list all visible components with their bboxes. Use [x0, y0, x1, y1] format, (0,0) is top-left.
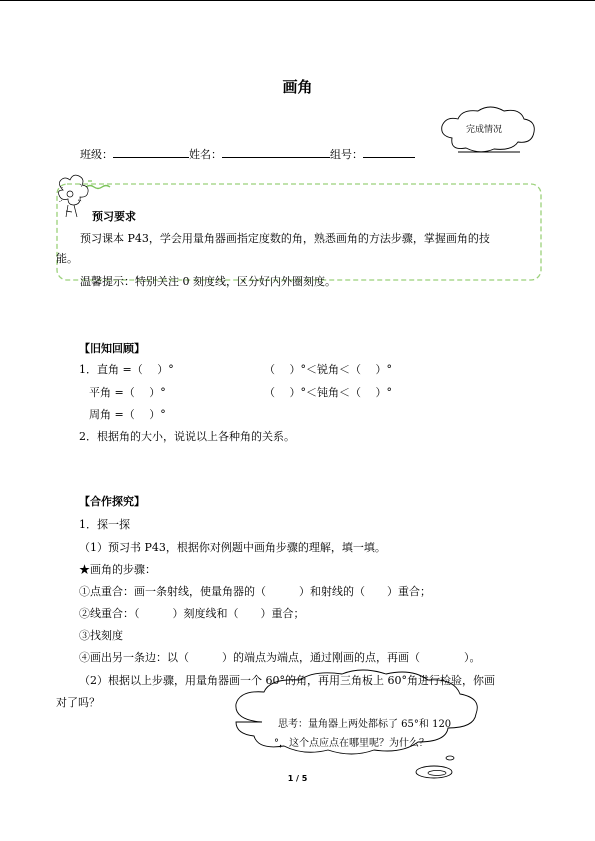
step-4: ④画出另一条边：以（ ）的端点为端点，通过刚画的点，再画（ ）。: [79, 651, 481, 664]
explore-sub-2-line1: （2）根据以上步骤，用量角器画一个 60°的角，再用三角板上 60°角进行检验，你画: [79, 674, 495, 687]
page-title: 画角: [282, 78, 313, 96]
preview-heading: 预习要求: [92, 210, 136, 223]
header-info-line: [80, 146, 415, 162]
class-input-blank[interactable]: [113, 146, 189, 158]
review-question-2: 2．根据角的大小，说说以上各种角的关系。: [79, 430, 295, 443]
step-2: ②线重合：（ ）刻度线和（ ）重合；: [79, 607, 305, 620]
review-right-angle: 1．直角 =（ ）°: [79, 363, 174, 376]
green-squiggle: [86, 186, 110, 189]
explore-sub-2-line2: 对了吗？: [56, 696, 100, 709]
steps-title: ★画角的步骤：: [79, 563, 156, 576]
review-obtuse-angle: （ ）°＜钝角＜（ ）°: [264, 386, 392, 399]
flower-icon: [59, 175, 89, 217]
think-bubble-line1: 思考：量角器上两处都标了 65°和 120: [278, 719, 452, 730]
bubble-tail-small: [446, 756, 454, 760]
completion-label: 完成情况: [466, 125, 503, 135]
page-number: 1 / 5: [287, 774, 308, 783]
review-full-angle: 周角 =（ ）°: [89, 408, 166, 421]
review-heading: 【旧知回顾】: [79, 342, 145, 355]
step-3: ③找刻度: [79, 629, 123, 642]
preview-tip: 温馨提示：特别关注 0 刻度线，区分好内外圈刻度。: [80, 275, 336, 288]
think-bubble-line2: °，这个点应点在哪里呢？为什么？: [274, 738, 429, 749]
name-label: 姓名：: [189, 148, 222, 161]
review-straight-angle: 平角 =（ ）°: [89, 386, 166, 399]
explore-question-1: 1．探一探: [79, 518, 130, 531]
preview-text-line1: 预习课本 P43，学会用量角器画指定度数的角，熟悉画角的方法步骤，掌握画角的技: [80, 232, 490, 245]
explore-sub-1: （1）预习书 P43，根据你对例题中画角步骤的理解，填一填。: [79, 541, 386, 554]
group-label: 组号：: [330, 148, 363, 161]
review-acute-angle: （ ）°＜锐角＜（ ）°: [264, 363, 392, 376]
preview-text-line2: 能。: [56, 252, 78, 265]
group-input-blank[interactable]: [363, 146, 415, 158]
step-1: ①点重合：画一条射线，使量角器的（ ）和射线的（ ）重合；: [79, 585, 431, 598]
class-label: 班级：: [80, 148, 113, 161]
explore-heading: 【合作探究】: [79, 495, 145, 508]
name-input-blank[interactable]: [222, 146, 330, 158]
